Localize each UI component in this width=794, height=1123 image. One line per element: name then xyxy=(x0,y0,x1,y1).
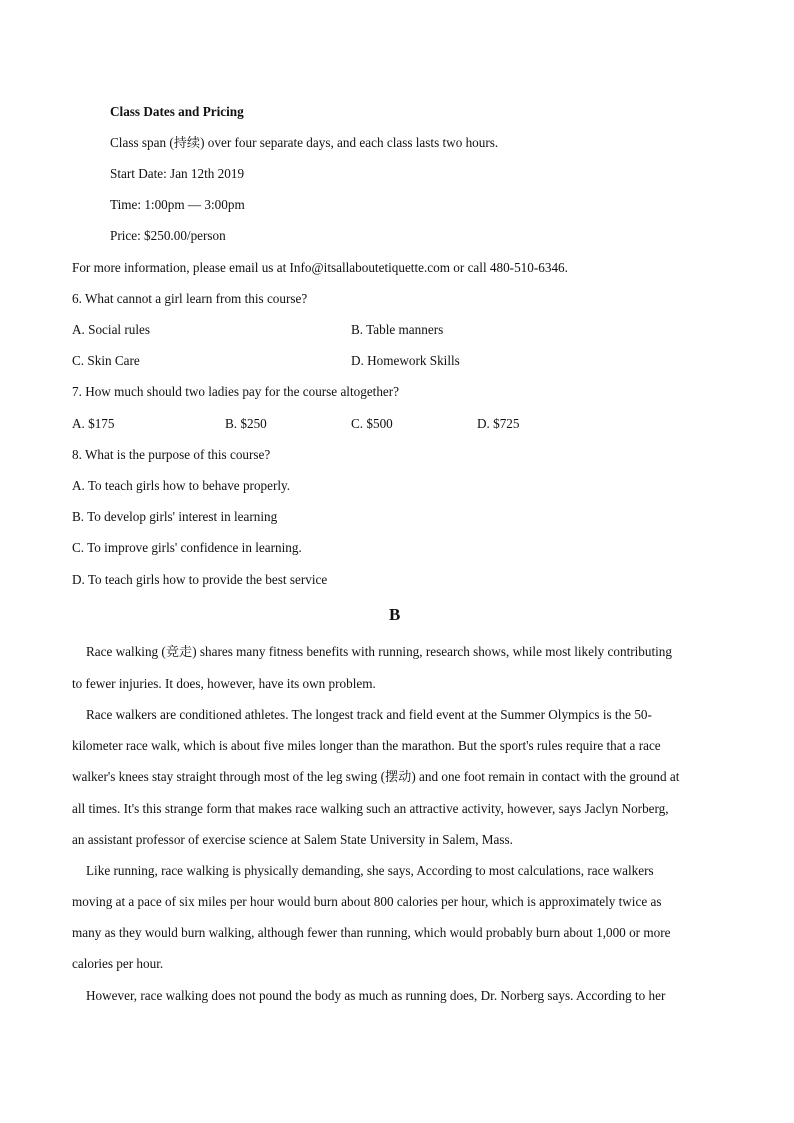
passage-line: Race walkers are conditioned athletes. The longest track and field event at the Summer Olympics is the 50- xyxy=(86,707,652,722)
section-b-heading: B xyxy=(389,605,401,624)
class-price-text: Price: $250.00/person xyxy=(110,228,226,243)
question-6-stem: 6. What cannot a girl learn from this course? xyxy=(72,291,308,306)
question-8-option-d: D. To teach girls how to provide the best service xyxy=(72,572,328,587)
question-8-option-b: B. To develop girls' interest in learning xyxy=(72,509,278,524)
class-span-text: Class span (持续) over four separate days, and each class lasts two hours. xyxy=(110,135,499,150)
passage-line: to fewer injuries. It does, however, have its own problem. xyxy=(72,676,376,691)
class-info-heading: Class Dates and Pricing xyxy=(110,104,244,119)
passage-line: walker's knees stay straight through most of the leg swing (摆动) and one foot remain in contact with the ground at xyxy=(72,769,680,784)
question-6-option-d: D. Homework Skills xyxy=(351,353,460,368)
passage-line: kilometer race walk, which is about five miles longer than the marathon. But the sport's rules require that a race xyxy=(72,738,661,753)
question-7-option-d: D. $725 xyxy=(477,416,520,431)
contact-info-text: For more information, please email us at Info@itsallaboutetiquette.com or call 480-510-6346. xyxy=(72,260,568,275)
question-8-option-a: A. To teach girls how to behave properly. xyxy=(72,478,291,493)
passage-line: However, race walking does not pound the body as much as running does, Dr. Norberg says. According to her xyxy=(86,988,666,1003)
passage-line: an assistant professor of exercise science at Salem State University in Salem, Mass. xyxy=(72,832,513,847)
passage-line: many as they would burn walking, although fewer than running, which would probably burn about 1,000 or more xyxy=(72,925,671,940)
question-7-option-b: B. $250 xyxy=(225,416,267,431)
question-6-option-b: B. Table manners xyxy=(351,322,444,337)
question-7-stem: 7. How much should two ladies pay for the course altogether? xyxy=(72,384,400,399)
question-8-option-c: C. To improve girls' confidence in learning. xyxy=(72,540,302,555)
question-6-option-a: A. Social rules xyxy=(72,322,151,337)
question-6-option-c: C. Skin Care xyxy=(72,353,140,368)
start-date-text: Start Date: Jan 12th 2019 xyxy=(110,166,245,181)
passage-line: Race walking (竞走) shares many fitness benefits with running, research shows, while most likely contributing xyxy=(86,644,672,659)
passage-line: calories per hour. xyxy=(72,956,164,971)
passage-line: moving at a pace of six miles per hour would burn about 800 calories per hour, which is approximately twice as xyxy=(72,894,662,909)
question-7-option-c: C. $500 xyxy=(351,416,393,431)
passage-line: Like running, race walking is physically demanding, she says, According to most calculations, race walkers xyxy=(86,863,654,878)
question-7-option-a: A. $175 xyxy=(72,416,115,431)
class-time-text: Time: 1:00pm — 3:00pm xyxy=(110,197,245,212)
question-8-stem: 8. What is the purpose of this course? xyxy=(72,447,271,462)
passage-line: all times. It's this strange form that makes race walking such an attractive activity, however, says Jaclyn Norberg, xyxy=(72,801,669,816)
